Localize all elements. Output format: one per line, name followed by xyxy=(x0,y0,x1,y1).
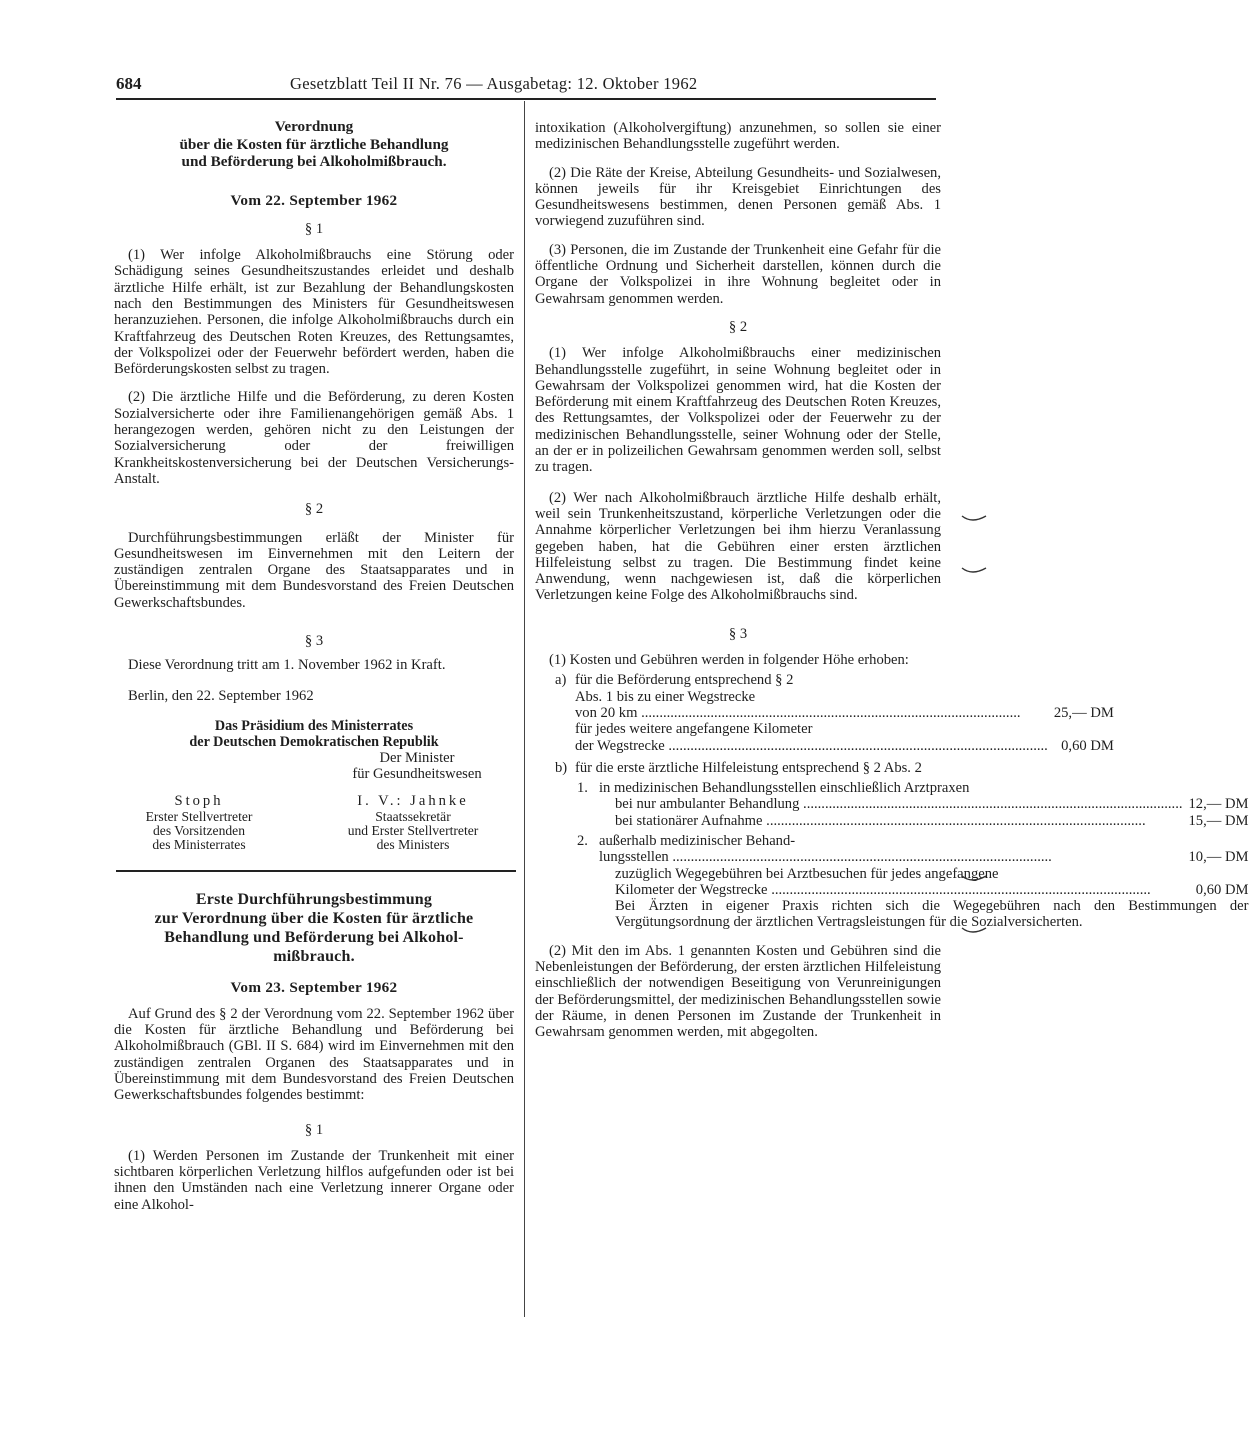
section-heading: § 1 xyxy=(304,220,324,237)
section-heading: § 3 xyxy=(728,625,748,642)
page-number: 684 xyxy=(116,74,142,93)
paragraph: intoxikation (Alkoholvergiftung) anzunehmen, so sollen sie einer medizinischen Behandlungsstelle zugeführt werden. xyxy=(535,120,941,153)
fee-value: 0,60 DM xyxy=(1195,881,1249,898)
signatory-name: Stoph xyxy=(174,792,224,809)
paragraph: Auf Grund des § 2 der Verordnung vom 22. September 1962 über die Kosten für ärztliche Behandlung und Beförderung bei Alkoholmißbrauch (GBl. II S. 684) wird im Einvernehmen mit den zuständigen zentralen Organen des Staatsapparates und in Übereinstimmung mit dem Bundesvorstand des Freien Deutschen Gewerkschaftsbundes folgendes bestimmt: xyxy=(114,1005,514,1104)
fee-line xyxy=(575,705,1114,721)
margin-tick-mark xyxy=(962,928,986,932)
fee-line xyxy=(575,738,1114,754)
list-marker: 1. xyxy=(577,780,588,797)
paragraph: (3) Personen, die im Zustande der Trunkenheit eine Gefahr für die öffentliche Ordnung und Sicherheit darstellen, können durch die Organe der Volkspolizei in ihre Wohnung begleitet oder in Gewahrsam genommen werden. xyxy=(535,241,941,307)
fee-item-a xyxy=(535,672,1114,754)
paragraph: Durchführungsbestimmungen erläßt der Minister für Gesundheitswesen im Einvernehmen mit den Leitern der zuständigen zentralen Organe des Staatsapparates und in Übereinstimmung mit dem Bundesvorstand des Freien Deutschen Gewerkschaftsbundes. xyxy=(114,529,514,611)
fee-text: Abs. 1 bis zu einer Wegstrecke xyxy=(575,688,756,705)
signatory-organ-line-1: Das Präsidium des Ministerrates xyxy=(214,717,414,734)
margin-tick-mark xyxy=(962,568,986,572)
section-heading: § 3 xyxy=(304,633,324,650)
margin-tick-mark xyxy=(962,516,986,520)
minister-department: für Gesundheitswesen xyxy=(352,766,482,783)
list-marker: a) xyxy=(555,672,567,689)
signature-block-stoph xyxy=(114,793,284,852)
paragraph: (2) Die ärztliche Hilfe und die Beförderung, zu deren Kosten Sozialversicherte oder ihre Familienangehörigen gemäß Abs. 1 herangezogen werden, gehören nicht zu den Leistungen der Sozialversicherung oder der freiwilligen Krankheitskostenversicherung bei der Deutschen Versicherungs-Anstalt. xyxy=(114,389,514,487)
fee-text: zuzüglich Wegegebühren bei Arztbesuchen für jedes angefangene xyxy=(615,865,999,882)
page-header xyxy=(116,74,936,96)
fee-text: außerhalb medizinischer Behand- xyxy=(599,832,796,849)
fee-line xyxy=(615,882,1249,898)
fee-label: bei stationärer Aufnahme ..... xyxy=(615,813,1183,829)
signatory-role: Erster Stellvertreter xyxy=(145,808,253,824)
signatory-role: und Erster Stellvertreter xyxy=(347,822,479,838)
fee-text: Bei Ärzten in eigener Praxis richten sich die Wegegebühren nach den Bestimmungen der Vergütungsordnung der ärztlichen Vertragsleistungen für die Sozialversicherten. xyxy=(615,898,1249,931)
fee-label: Kilometer der Wegstrecke ..... xyxy=(615,882,1183,898)
fee-value: 25,— DM xyxy=(1053,704,1114,721)
fee-label: der Wegstrecke ..... xyxy=(575,738,1048,754)
section-heading: § 2 xyxy=(728,318,748,335)
decree-title-line-2: über die Kosten für ärztliche Behandlung xyxy=(179,135,449,153)
signature-row xyxy=(114,793,514,852)
signatory-organ-line-2: der Deutschen Demokratischen Republik xyxy=(189,733,439,750)
signatory-name: I. V.: Jahnke xyxy=(357,792,469,809)
paragraph: (2) Die Räte der Kreise, Abteilung Gesundheits- und Sozialwesen, können jeweils für ihr Kreisgebiet Einrichtungen des Gesundheitswesens bestimmen, denen Personen gemäß Abs. 1 vorwiegend zuzuführen sind. xyxy=(535,164,941,230)
fee-subitem-2 xyxy=(575,833,1249,931)
fee-text: für die erste ärztliche Hilfeleistung entsprechend § 2 Abs. 2 xyxy=(575,759,922,776)
fee-item-b xyxy=(535,759,1249,931)
regulation-title-line-2: zur Verordnung über die Kosten für ärztliche xyxy=(154,909,474,927)
header-rule xyxy=(116,98,936,100)
signatory-role: des Vorsitzenden xyxy=(153,822,245,838)
right-column xyxy=(535,120,1249,1041)
place-date: Berlin, den 22. September 1962 xyxy=(128,687,314,704)
paragraph: (1) Wer infolge Alkoholmißbrauchs einer medizinischen Behandlungsstelle zugeführt, in seine Wohnung begleitet oder in Gewahrsam der Volkspolizei genommen wird, hat die Kosten der Beförderung mit einem Kraftfahrzeug des Deutschen Roten Kreuzes, des Rettungsamtes, der Volkspolizei oder der Feuerwehr zu der medizinischen Behandlungsstelle, seiner Wohnung oder der Stelle, an der er in polizeilichen Gewahrsam genommen werden soll, selbst zu tragen. xyxy=(535,345,941,476)
minister-line-2 xyxy=(114,766,514,782)
regulation-title-line-4: mißbrauch. xyxy=(273,947,355,965)
fee-text: in medizinischen Behandlungsstellen einschließlich Arztpraxen xyxy=(599,780,970,797)
fee-subitem-1 xyxy=(575,780,1249,829)
minister-title: Der Minister xyxy=(379,749,455,766)
signatory-role: des Ministerrates xyxy=(152,836,246,852)
list-marker: 2. xyxy=(577,832,588,849)
paragraph: Diese Verordnung tritt am 1. November 1962 in Kraft. xyxy=(128,657,446,674)
signature-block-jahnke xyxy=(318,793,514,852)
paragraph: (1) Wer infolge Alkoholmißbrauchs eine Störung oder Schädigung seines Gesundheitszustandes erleidet und deshalb ärztliche Hilfe erhält, ist zur Bezahlung der Behandlungskosten nach den Bestimmungen des Ministers für Gesundheitswesen heranzuziehen. Personen, die infolge Alkoholmißbrauchs durch ein Kraftfahrzeug des Deutschen Roten Kreuzes, des Rettungsamtes, der Volkspolizei oder der Feuerwehr befördert werden, haben die Beförderungskosten selbst zu tragen. xyxy=(114,247,514,378)
decree-title-line-1: Verordnung xyxy=(274,118,354,135)
paragraph: (2) Wer nach Alkoholmißbrauch ärztliche Hilfe deshalb erhält, weil sein Trunkenheitszustand, körperliche Verletzungen oder die Annahme körperlicher Verletzungen bei ihm hierzu Veranlassung gegeben haben, hat die Gebühren einer ersten ärztlichen Hilfeleistung selbst zu tragen. Die Bestimmung findet keine Anwendung, wenn nachgewiesen ist, daß die körperlichen Verletzungen keine Folge des Alkoholmißbrauchs sind. xyxy=(535,489,941,604)
decree-title-line-3: und Beförderung bei Alkoholmißbrauch. xyxy=(181,153,447,170)
fee-line xyxy=(599,796,1249,812)
fee-label: lungsstellen ..... xyxy=(599,849,1183,865)
regulation-title-line-3: Behandlung und Beförderung bei Alkohol- xyxy=(164,928,464,946)
fee-text: für jedes weitere angefangene Kilometer xyxy=(575,721,813,738)
decree-date: Vom 22. September 1962 xyxy=(230,191,398,209)
column-divider xyxy=(524,101,525,1317)
fee-value: 10,— DM xyxy=(1188,849,1249,866)
signatory-role: des Ministers xyxy=(376,836,450,852)
fee-line xyxy=(599,849,1249,865)
list-marker: b) xyxy=(555,759,568,776)
fee-line xyxy=(599,813,1249,829)
section-heading: § 2 xyxy=(304,501,324,518)
section-heading: § 1 xyxy=(304,1121,324,1138)
fee-value: 12,— DM xyxy=(1188,796,1249,813)
fee-value: 0,60 DM xyxy=(1061,737,1114,754)
fee-value: 15,— DM xyxy=(1188,812,1249,829)
signatory-role: Staatssekretär xyxy=(375,808,451,824)
fee-text: für die Beförderung entsprechend § 2 xyxy=(575,672,794,689)
fee-label: von 20 km ..... xyxy=(575,705,1048,721)
paragraph: (1) Werden Personen im Zustande der Trunkenheit mit einer sichtbaren körperlichen Verletzung hilflos aufgefunden oder ist bei ihnen den Umständen nach eine Verletzung innerer Organe oder eine Alkohol- xyxy=(114,1147,514,1213)
fee-label: bei nur ambulanter Behandlung ..... xyxy=(615,796,1183,812)
paragraph: (2) Mit den im Abs. 1 genannten Kosten und Gebühren sind die Nebenleistungen der Beförderung, der ersten ärztlichen Hilfeleistung einschließlich der notwendigen Beseitigung von Verunreinigungen der Beförderungsmittel, der medizinischen Behandlungsstellen sowie der Räume, in denen Personen im Zustande der Trunkenheit in Gewahrsam genommen werden, mit abgegolten. xyxy=(535,942,941,1041)
regulation-date: Vom 23. September 1962 xyxy=(230,978,398,996)
running-header-title: Gesetzblatt Teil II Nr. 76 — Ausgabetag: 12. Oktober 1962 xyxy=(290,74,698,93)
paragraph: (1) Kosten und Gebühren werden in folgender Höhe erhoben: xyxy=(549,652,909,669)
margin-tick-mark xyxy=(962,876,986,880)
margin-marks xyxy=(958,0,988,1440)
left-column xyxy=(114,118,514,1213)
regulation-title-line-1: Erste Durchführungsbestimmung xyxy=(195,890,433,908)
minister-line-1 xyxy=(114,750,514,766)
